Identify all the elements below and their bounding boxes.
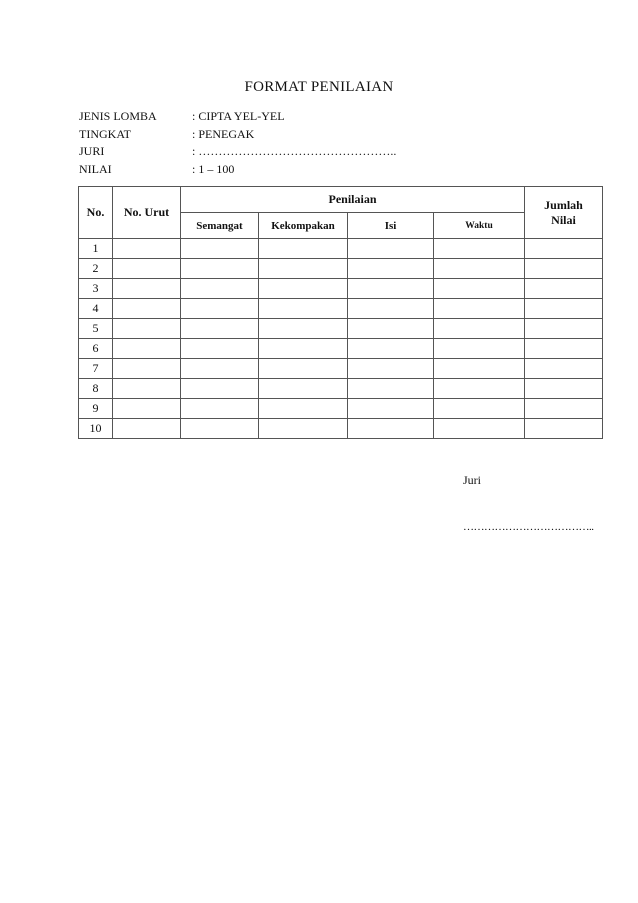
cell-isi (348, 419, 434, 439)
table-row (79, 419, 603, 439)
cell-waktu (434, 259, 525, 279)
cell-semangat (181, 239, 259, 259)
cell-no-urut (113, 319, 181, 339)
cell-jumlah-nilai (525, 279, 603, 299)
table-row (79, 379, 603, 399)
cell-no-urut (113, 339, 181, 359)
cell-waktu (434, 359, 525, 379)
cell-semangat (181, 399, 259, 419)
table-row (79, 239, 603, 259)
cell-jumlah-nilai (525, 319, 603, 339)
cell-isi (348, 359, 434, 379)
info-block (79, 108, 396, 178)
info-row-nilai (79, 161, 396, 179)
cell-isi (348, 259, 434, 279)
cell-no-urut (113, 239, 181, 259)
header-semangat: Semangat (181, 213, 259, 239)
cell-waktu (434, 399, 525, 419)
cell-waktu (434, 299, 525, 319)
cell-kekompakan (259, 239, 348, 259)
info-row-tingkat (79, 126, 396, 144)
header-waktu: Waktu (434, 213, 525, 239)
cell-semangat (181, 419, 259, 439)
cell-no-urut (113, 279, 181, 299)
cell-isi (348, 339, 434, 359)
cell-waktu (434, 339, 525, 359)
cell-kekompakan (259, 319, 348, 339)
cell-kekompakan (259, 419, 348, 439)
table-header-row (79, 187, 603, 213)
row-number: 6 (79, 339, 113, 359)
cell-no-urut (113, 399, 181, 419)
row-number: 3 (79, 279, 113, 299)
cell-isi (348, 279, 434, 299)
cell-jumlah-nilai (525, 379, 603, 399)
row-number: 10 (79, 419, 113, 439)
header-isi: Isi (348, 213, 434, 239)
cell-semangat (181, 299, 259, 319)
cell-waktu (434, 239, 525, 259)
row-number: 8 (79, 379, 113, 399)
header-no-urut: No. Urut (113, 187, 181, 239)
cell-waktu (434, 319, 525, 339)
cell-no-urut (113, 379, 181, 399)
row-number: 2 (79, 259, 113, 279)
cell-jumlah-nilai (525, 239, 603, 259)
row-number: 5 (79, 319, 113, 339)
signature-label: Juri (463, 473, 481, 487)
row-number: 9 (79, 399, 113, 419)
cell-kekompakan (259, 399, 348, 419)
cell-isi (348, 299, 434, 319)
header-no: No. (79, 187, 113, 239)
cell-isi (348, 379, 434, 399)
page-title: FORMAT PENILAIAN (244, 79, 394, 95)
cell-semangat (181, 379, 259, 399)
header-jumlah-nilai (525, 187, 603, 239)
cell-kekompakan (259, 299, 348, 319)
cell-waktu (434, 279, 525, 299)
table-row (79, 399, 603, 419)
cell-kekompakan (259, 359, 348, 379)
table-row (79, 319, 603, 339)
header-kekompakan: Kekompakan (259, 213, 348, 239)
row-number: 4 (79, 299, 113, 319)
cell-kekompakan (259, 259, 348, 279)
info-label: JENIS LOMBA (79, 109, 157, 123)
header-jumlah-line: Jumlah (544, 197, 583, 212)
cell-semangat (181, 319, 259, 339)
cell-kekompakan (259, 339, 348, 359)
info-row-juri (79, 143, 396, 161)
cell-jumlah-nilai (525, 339, 603, 359)
cell-waktu (434, 379, 525, 399)
cell-isi (348, 319, 434, 339)
info-value: : PENEGAK (192, 126, 255, 141)
cell-semangat (181, 339, 259, 359)
cell-jumlah-nilai (525, 299, 603, 319)
cell-isi (348, 399, 434, 419)
cell-no-urut (113, 359, 181, 379)
info-value: : 1 – 100 (192, 161, 235, 176)
row-number: 1 (79, 239, 113, 259)
info-row-jenis-lomba (79, 108, 396, 126)
info-value: : ………………………………………….. (192, 144, 397, 158)
cell-semangat (181, 359, 259, 379)
cell-jumlah-nilai (525, 259, 603, 279)
cell-semangat (181, 259, 259, 279)
table-row (79, 279, 603, 299)
info-value: : CIPTA YEL-YEL (192, 109, 285, 123)
row-number: 7 (79, 359, 113, 379)
cell-waktu (434, 419, 525, 439)
cell-no-urut (113, 419, 181, 439)
header-penilaian: Penilaian (181, 187, 525, 213)
cell-no-urut (113, 299, 181, 319)
cell-kekompakan (259, 379, 348, 399)
cell-jumlah-nilai (525, 419, 603, 439)
table-row (79, 299, 603, 319)
table-row (79, 339, 603, 359)
cell-kekompakan (259, 279, 348, 299)
info-label: NILAI (79, 161, 112, 176)
cell-jumlah-nilai (525, 359, 603, 379)
cell-semangat (181, 279, 259, 299)
header-nilai-line: Nilai (551, 212, 576, 227)
score-table (78, 186, 603, 439)
table-row (79, 359, 603, 379)
cell-jumlah-nilai (525, 399, 603, 419)
info-label: JURI (79, 144, 105, 158)
signature-line: ……………………………….. (463, 521, 594, 533)
info-label: TINGKAT (79, 126, 131, 141)
cell-isi (348, 239, 434, 259)
table-row (79, 259, 603, 279)
cell-no-urut (113, 259, 181, 279)
